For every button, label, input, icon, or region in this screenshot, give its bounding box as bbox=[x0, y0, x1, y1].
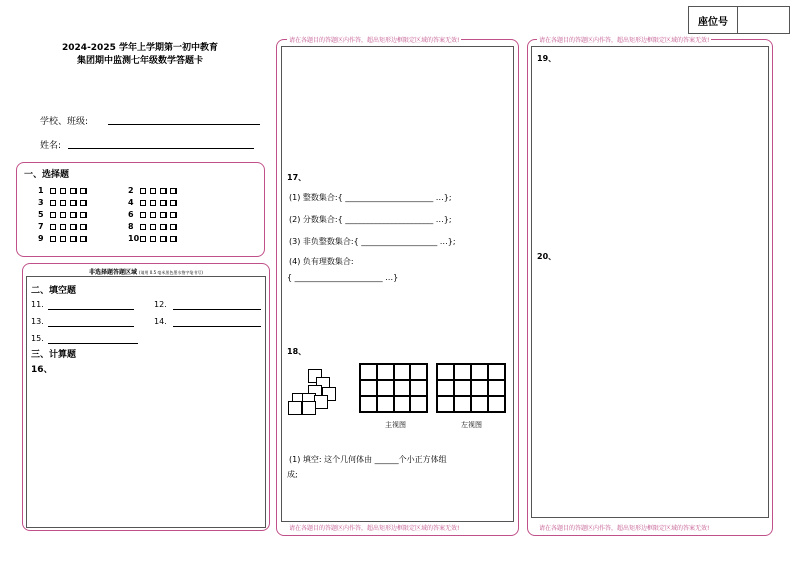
mc-option-bubble[interactable] bbox=[70, 224, 76, 230]
q20-label: 20、 bbox=[537, 252, 557, 261]
q17-item-2: (2) 分数集合:{ ______________________ …}; bbox=[289, 215, 452, 224]
non-choice-header-title: 非选择题答题区域 bbox=[89, 269, 138, 276]
right-bottom-warning: 请在各题目的答题区内作答，超出矩形边框限定区域的答案无效! bbox=[539, 525, 710, 532]
left-view-grid[interactable] bbox=[436, 363, 506, 413]
q19-label: 19、 bbox=[537, 54, 557, 63]
q18-fill-line2: 成; bbox=[287, 470, 298, 479]
section2-title: 二、填空题 bbox=[31, 286, 77, 296]
cube-stack-figure bbox=[288, 367, 344, 417]
mc-question-number: 5 bbox=[38, 210, 44, 219]
mc-option-bubble[interactable] bbox=[150, 236, 156, 242]
mc-option-bubble[interactable] bbox=[60, 224, 66, 230]
mc-option-bubble[interactable] bbox=[70, 212, 76, 218]
mc-option-bubble[interactable] bbox=[170, 212, 176, 218]
mc-option-bubble[interactable] bbox=[70, 188, 76, 194]
mc-option-bubble[interactable] bbox=[60, 188, 66, 194]
mc-question-number: 9 bbox=[38, 234, 44, 243]
mc-question-5 bbox=[38, 210, 90, 219]
school-class-label: 学校、班级: bbox=[40, 117, 89, 127]
mc-option-bubble[interactable] bbox=[60, 236, 66, 242]
non-choice-header-note: (请用 0.5 毫米黑色墨水签字笔书写) bbox=[138, 270, 203, 275]
q17-item-1: (1) 整数集合:{ ______________________ …}; bbox=[289, 193, 452, 202]
mc-question-number: 4 bbox=[128, 198, 134, 207]
seat-number-label: 座位号 bbox=[689, 7, 738, 33]
q18-label: 18、 bbox=[287, 347, 307, 356]
q14-label: 14. bbox=[154, 317, 167, 326]
mc-option-bubble[interactable] bbox=[140, 224, 146, 230]
right-top-warning: 请在各题目的答题区内作答，超出矩形边框限定区域的答案无效! bbox=[539, 37, 710, 44]
section3-title: 三、计算题 bbox=[31, 350, 77, 360]
mc-option-bubble[interactable] bbox=[170, 188, 176, 194]
front-view-label: 主视图 bbox=[385, 421, 406, 429]
mc-option-bubble[interactable] bbox=[60, 200, 66, 206]
mc-question-10 bbox=[128, 234, 180, 243]
front-view-grid[interactable] bbox=[359, 363, 428, 413]
q13-answer-line[interactable] bbox=[48, 326, 134, 327]
mc-option-bubble[interactable] bbox=[170, 236, 176, 242]
mc-option-bubble[interactable] bbox=[50, 200, 56, 206]
section1-title: 一、选择题 bbox=[24, 170, 70, 180]
mc-option-bubble[interactable] bbox=[150, 188, 156, 194]
middle-answer-box bbox=[281, 46, 514, 522]
mc-question-number: 1 bbox=[38, 186, 44, 195]
non-choice-inner-box bbox=[26, 276, 266, 528]
q11-label: 11. bbox=[31, 300, 44, 309]
name-field[interactable] bbox=[68, 148, 254, 149]
mc-option-bubble[interactable] bbox=[80, 212, 86, 218]
mc-option-bubble[interactable] bbox=[60, 212, 66, 218]
mc-question-1 bbox=[38, 186, 90, 195]
seat-number-input[interactable] bbox=[738, 7, 789, 33]
mc-question-2 bbox=[128, 186, 180, 195]
q15-label: 15. bbox=[31, 334, 44, 343]
mc-option-bubble[interactable] bbox=[170, 200, 176, 206]
q13-label: 13. bbox=[31, 317, 44, 326]
seat-number-box bbox=[688, 6, 790, 34]
mc-question-9 bbox=[38, 234, 90, 243]
mc-question-7 bbox=[38, 222, 90, 231]
page-title-line2: 集团期中监测七年级数学答题卡 bbox=[76, 56, 203, 66]
mc-option-bubble[interactable] bbox=[150, 200, 156, 206]
mc-option-bubble[interactable] bbox=[50, 188, 56, 194]
mc-question-number: 8 bbox=[128, 222, 134, 231]
mc-option-bubble[interactable] bbox=[140, 236, 146, 242]
name-label: 姓名: bbox=[40, 141, 62, 151]
mc-option-bubble[interactable] bbox=[160, 188, 166, 194]
q17-item-3: (3) 非负整数集合:{ ___________________ …}; bbox=[289, 237, 456, 246]
mc-question-number: 3 bbox=[38, 198, 44, 207]
mc-option-bubble[interactable] bbox=[50, 236, 56, 242]
mc-option-bubble[interactable] bbox=[80, 236, 86, 242]
school-class-field[interactable] bbox=[108, 124, 260, 125]
left-view-label: 左视图 bbox=[461, 421, 482, 429]
middle-bottom-warning: 请在各题目的答题区内作答，超出矩形边框限定区域的答案无效! bbox=[289, 525, 460, 532]
mc-question-6 bbox=[128, 210, 180, 219]
q11-answer-line[interactable] bbox=[48, 309, 134, 310]
mc-option-bubble[interactable] bbox=[70, 200, 76, 206]
mc-question-number: 6 bbox=[128, 210, 134, 219]
mc-option-bubble[interactable] bbox=[160, 224, 166, 230]
mc-option-bubble[interactable] bbox=[160, 236, 166, 242]
mc-option-bubble[interactable] bbox=[50, 212, 56, 218]
page-title-line1: 2024-2025 学年上学期第一初中教育 bbox=[62, 43, 218, 53]
q17-item-4: (4) 负有理数集合: bbox=[289, 257, 354, 266]
mc-option-bubble[interactable] bbox=[140, 200, 146, 206]
mc-option-bubble[interactable] bbox=[80, 200, 86, 206]
mc-question-3 bbox=[38, 198, 90, 207]
q17-label: 17、 bbox=[287, 173, 307, 182]
mc-option-bubble[interactable] bbox=[160, 200, 166, 206]
q17-item-4-answer: { ______________________ …} bbox=[287, 273, 399, 282]
mc-option-bubble[interactable] bbox=[170, 224, 176, 230]
q12-label: 12. bbox=[154, 300, 167, 309]
mc-option-bubble[interactable] bbox=[150, 224, 156, 230]
q15-answer-line[interactable] bbox=[48, 343, 138, 344]
mc-option-bubble[interactable] bbox=[80, 188, 86, 194]
mc-option-bubble[interactable] bbox=[160, 212, 166, 218]
mc-question-4 bbox=[128, 198, 180, 207]
non-choice-header bbox=[28, 267, 264, 276]
mc-question-number: 2 bbox=[128, 186, 134, 195]
q16-label: 16、 bbox=[31, 365, 53, 375]
mc-option-bubble[interactable] bbox=[140, 212, 146, 218]
q12-answer-line[interactable] bbox=[173, 309, 261, 310]
mc-question-number: 7 bbox=[38, 222, 44, 231]
mc-option-bubble[interactable] bbox=[80, 224, 86, 230]
mc-option-bubble[interactable] bbox=[150, 212, 156, 218]
mc-question-number: 10 bbox=[128, 234, 140, 243]
right-answer-box bbox=[531, 46, 769, 518]
middle-top-warning: 请在各题目的答题区内作答，超出矩形边框限定区域的答案无效! bbox=[289, 37, 460, 44]
mc-option-bubble[interactable] bbox=[70, 236, 76, 242]
q14-answer-line[interactable] bbox=[173, 326, 261, 327]
mc-question-8 bbox=[128, 222, 180, 231]
mc-option-bubble[interactable] bbox=[50, 224, 56, 230]
mc-option-bubble[interactable] bbox=[140, 188, 146, 194]
q18-fill-line1: (1) 填空: 这个几何体由 ______个小正方体组 bbox=[289, 455, 447, 464]
